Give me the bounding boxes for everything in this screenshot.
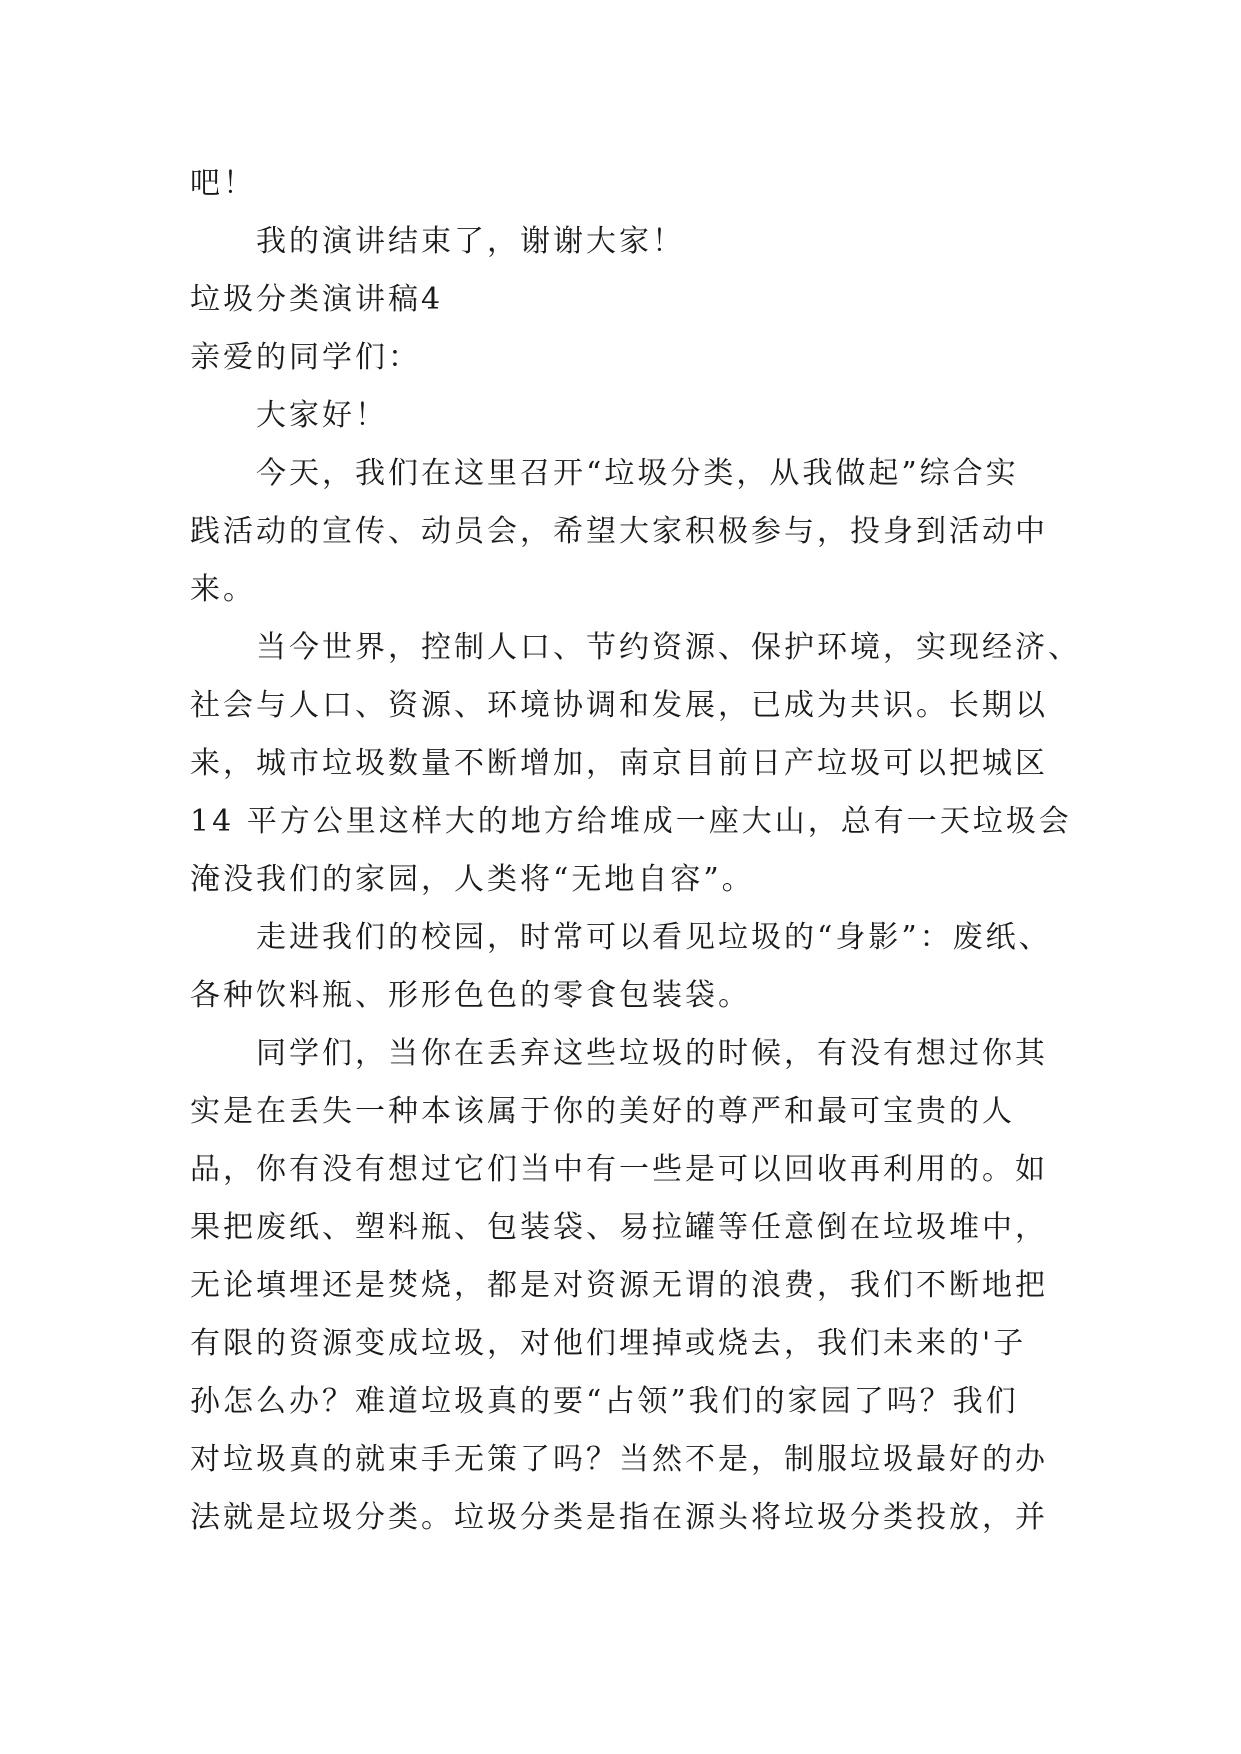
text-line: 孙怎么办？难道垃圾真的要“占领”我们的家园了吗？我们 bbox=[190, 1384, 1019, 1419]
text-line: 走进我们的校园，时常可以看见垃圾的“身影”：废纸、 bbox=[256, 920, 1052, 955]
document-body bbox=[190, 155, 1081, 1547]
text-line: 来。 bbox=[190, 572, 256, 607]
section-heading: 垃圾分类演讲稿4 bbox=[190, 282, 444, 317]
text-line: 吧！ bbox=[190, 166, 256, 201]
text-line: 各种饮料瓶、形形色色的零食包装袋。 bbox=[190, 978, 751, 1013]
text-line: 实是在丢失一种本该属于你的美好的尊严和最可宝贵的人 bbox=[190, 1094, 1015, 1129]
salutation: 亲爱的同学们： bbox=[190, 340, 421, 375]
text-line: 来，城市垃圾数量不断增加，南京目前日产垃圾可以把城区 bbox=[190, 746, 1048, 781]
text-line: 法就是垃圾分类。垃圾分类是指在源头将垃圾分类投放，并 bbox=[190, 1500, 1048, 1535]
text-line: 大家好！ bbox=[256, 398, 388, 433]
text-line: 对垃圾真的就束手无策了吗？当然不是，制服垃圾最好的办 bbox=[190, 1442, 1048, 1477]
text-line: 践活动的宣传、动员会，希望大家积极参与，投身到活动中 bbox=[190, 514, 1048, 549]
text-line: 果把废纸、塑料瓶、包装袋、易拉罐等任意倒在垃圾堆中， bbox=[190, 1210, 1048, 1245]
text-line: 同学们，当你在丢弃这些垃圾的时候，有没有想过你其 bbox=[256, 1036, 1048, 1071]
text-line: 品，你有没有想过它们当中有一些是可以回收再利用的。如 bbox=[190, 1152, 1048, 1187]
text-line: 无论填埋还是焚烧，都是对资源无谓的浪费，我们不断地把 bbox=[190, 1268, 1048, 1303]
text-line: 我的演讲结束了，谢谢大家！ bbox=[256, 224, 685, 259]
text-line: 今天，我们在这里召开“垃圾分类，从我做起”综合实 bbox=[256, 456, 1019, 491]
text-line: 当今世界，控制人口、节约资源、保护环境，实现经济、 bbox=[256, 630, 1081, 665]
text-line: 有限的资源变成垃圾，对他们埋掉或烧去，我们未来的'子 bbox=[190, 1326, 1027, 1361]
text-line: 淹没我们的家园，人类将“无地自容”。 bbox=[190, 862, 755, 897]
text-line: 社会与人口、资源、环境协调和发展，已成为共识。长期以 bbox=[190, 688, 1048, 723]
text-line: 14 平方公里这样大的地方给堆成一座大山，总有一天垃圾会 bbox=[190, 804, 1072, 839]
